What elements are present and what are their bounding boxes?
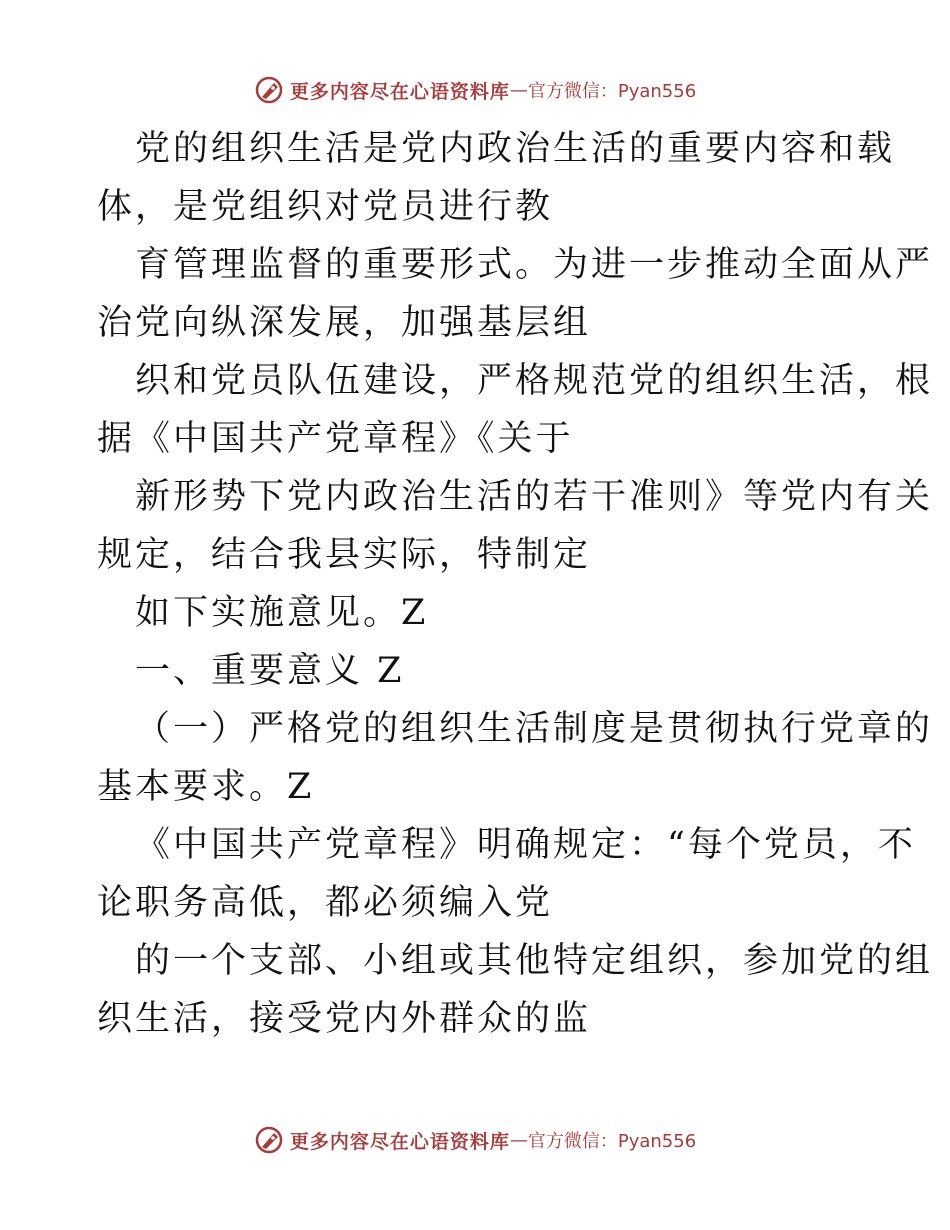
paragraph-line: 论职务高低，都必须编入党 bbox=[97, 883, 554, 923]
document-body bbox=[97, 120, 934, 1048]
paragraph-line: 如下实施意见。Z bbox=[135, 593, 429, 633]
footer-banner bbox=[0, 1120, 950, 1160]
header-banner bbox=[0, 70, 950, 110]
paragraph-line: 织生活，接受党内外群众的监 bbox=[97, 999, 592, 1039]
paragraph-line: 新形势下党内政治生活的若干准则》等党内有关 bbox=[135, 477, 934, 517]
paragraph-line: 育管理监督的重要形式。为进一步推动全面从严 bbox=[135, 245, 934, 285]
paragraph-line: 据《中国共产党章程》《关于 bbox=[97, 419, 574, 459]
header-banner-dash: — bbox=[509, 79, 528, 101]
paragraph-line: 织和党员队伍建设，严格规范党的组织生活，根 bbox=[135, 361, 934, 401]
section-heading: 一、重要意义 Z bbox=[135, 651, 405, 691]
footer-banner-dash: — bbox=[509, 1129, 528, 1151]
subsection-heading: （一）严格党的组织生活制度是贯彻执行党章的 bbox=[135, 709, 934, 749]
paragraph-line: 的一个支部、小组或其他特定组织，参加党的组 bbox=[135, 941, 934, 981]
paragraph-line: 党的组织生活是党内政治生活的重要内容和载 bbox=[135, 129, 896, 169]
footer-banner-wechat: 官方微信：Pyan556 bbox=[527, 1131, 697, 1152]
pen-nib-logo-icon bbox=[254, 75, 284, 105]
paragraph-line: 《中国共产党章程》明确规定：“每个党员，不 bbox=[135, 825, 916, 865]
paragraph-line: 基本要求。Z bbox=[97, 767, 315, 807]
paragraph-line: 规定，结合我县实际，特制定 bbox=[97, 535, 592, 575]
footer-banner-title: 更多内容尽在心语资料库 bbox=[289, 1130, 510, 1153]
paragraph-line: 体，是党组织对党员进行教 bbox=[97, 187, 554, 227]
pen-nib-logo-icon bbox=[254, 1125, 284, 1155]
paragraph-line: 治党向纵深发展，加强基层组 bbox=[97, 303, 592, 343]
header-banner-wechat: 官方微信：Pyan556 bbox=[527, 81, 697, 102]
header-banner-title: 更多内容尽在心语资料库 bbox=[289, 80, 510, 103]
